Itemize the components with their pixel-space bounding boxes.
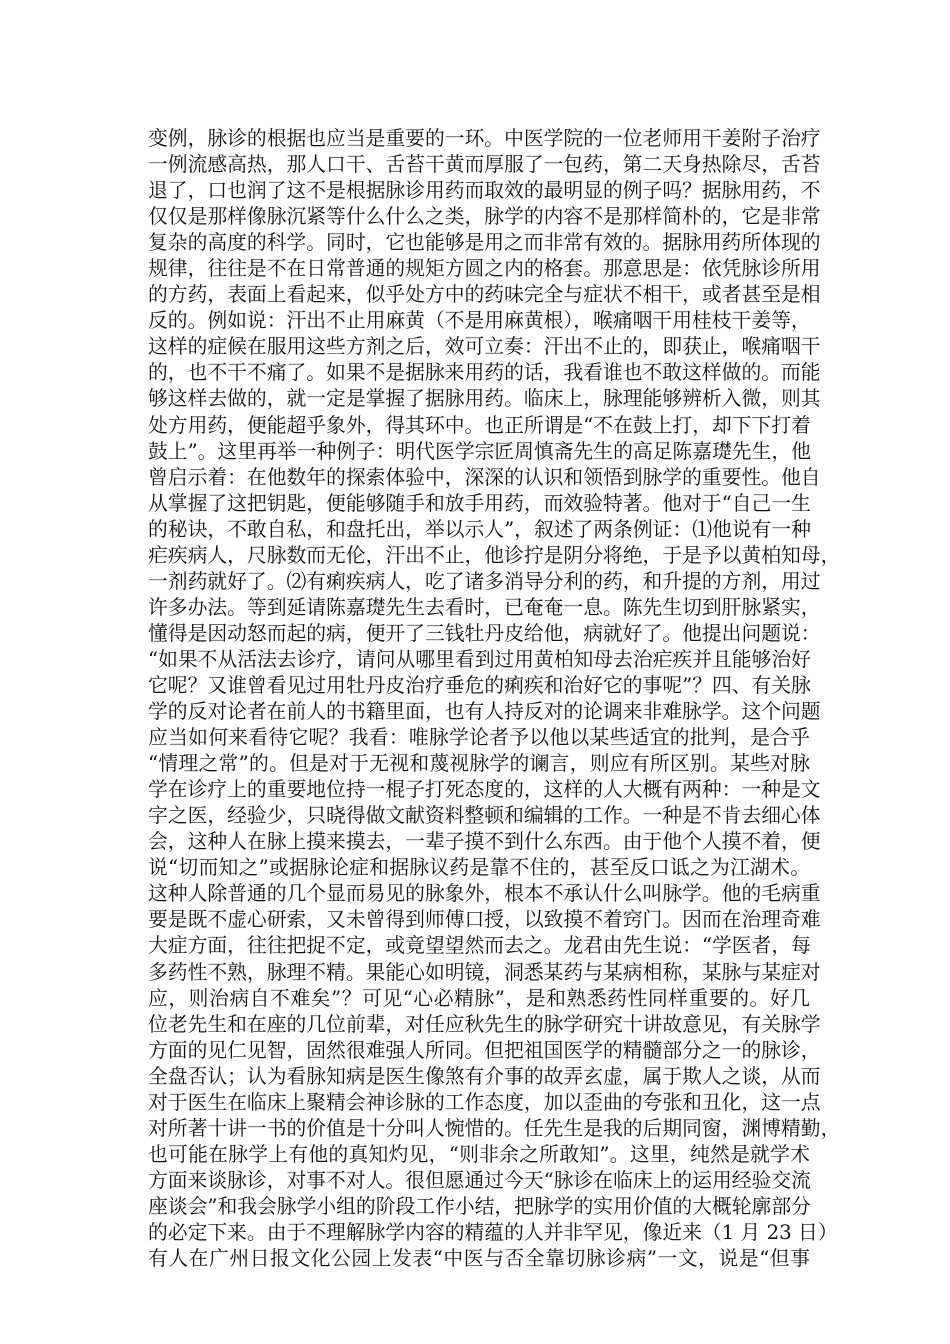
text-line: 反的。例如说：汗出不止用麻黄（不是用麻黄根），喉痛咽干用桂枝干姜等，: [148, 309, 811, 333]
text-line: 复杂的高度的科学。同时，它也能够是用之而非常有效的。据脉用药所体现的: [148, 231, 821, 255]
text-line: 鼓上”。这里再举一种例子：明代医学宗匠周慎斋先生的高足陈嘉璴先生，他: [148, 439, 811, 463]
text-line: “如果不从活法去诊疗，请问从哪里看到过用黄柏知母去治疟疾并且能够治好: [148, 647, 811, 671]
text-line: 够这样去做的，就一定是掌握了据脉用药。临床上，脉理能够辨析入微，则其: [148, 387, 821, 411]
text-line: 曾启示着：在他数年的探索体验中，深深的认识和领悟到脉学的重要性。他自: [148, 465, 821, 489]
text-line: 位老先生和在座的几位前辈，对任应秋先生的脉学研究十讲故意见，有关脉学: [148, 1012, 821, 1036]
text-line: 字之医，经验少，只晓得做文献资料整顿和编辑的工作。一种是不肯去细心体: [148, 804, 821, 828]
text-line: 对于医生在临床上聚精会神诊脉的工作态度，加以歪曲的夸张和丑化，这一点: [148, 1090, 821, 1114]
text-line: 一剂药就好了。⑵有痢疾病人，吃了诸多消导分利的药，和升提的方剂，用过: [148, 569, 821, 593]
text-line: 的方药，表面上看起来，似乎处方中的药味完全与症状不相干，或者甚至是相: [148, 283, 821, 307]
text-line: 仅仅是那样像脉沉紧等什么什么之类，脉学的内容不是那样简朴的，它是非常: [148, 205, 821, 229]
text-line: 退了，口也润了这不是根据脉诊用药而取效的最明显的例子吗？据脉用药，不: [148, 179, 821, 203]
text-line: 全盘否认；认为看脉知病是医生像煞有介事的故弄玄虚，属于欺人之谈，从而: [148, 1064, 821, 1088]
text-line: 疟疾病人，尺脉数而无伦，汗出不止，他诊拧是阴分将绝，于是予以黄柏知母，: [148, 543, 841, 567]
text-line: 处方用药，便能超乎象外，得其环中。也正所谓是“不在鼓上打，却下下打着: [148, 413, 811, 437]
text-line: 规律，往往是不在日常普通的规矩方圆之内的格套。那意思是：依凭脉诊所用: [148, 257, 821, 281]
text-line: 这种人除普通的几个显而易见的脉象外，根本不承认什么叫脉学。他的毛病重: [148, 882, 821, 906]
text-line: 说“切而知之”或据脉论症和据脉议药是靠不住的，甚至反口诋之为江湖术。: [148, 856, 810, 880]
text-line: 变例，脉诊的根据也应当是重要的一环。中医学院的一位老师用干姜附子治疗: [148, 127, 821, 150]
text-line: 学在诊疗上的重要地位持一棍子打死态度的，这样的人大概有两种：一种是文: [148, 778, 821, 802]
text-line: 的，也不干不痛了。如果不是据脉来用药的话，我看谁也不敢这样做的。而能: [148, 361, 821, 385]
text-line: 应当如何来看待它呢？我看：唯脉学论者予以他以某些适宜的批判，是合乎: [148, 726, 810, 750]
text-line: 一例流感高热，那人口干、舌苔干黄而厚服了一包药，第二天身热除尽，舌苔: [148, 153, 821, 177]
text-line: 从掌握了这把钥匙，便能够随手和放手用药，而效验特著。他对于“自己一生: [148, 491, 811, 515]
text-line: 也可能在脉学上有他的真知灼见，“则非余之所敢知”。这里，纯然是就学术: [148, 1142, 810, 1166]
text-line: 有人在广州日报文化公园上发表“中医与否全靠切脉诊病”一文，说是“但事: [148, 1247, 810, 1271]
text-line: 它呢？又谁曾看见过用牡丹皮治疗垂危的痢疾和治好它的事呢”？四、有关脉: [148, 673, 811, 697]
text-line: 应，则治病自不难矣”？可见“心必精脉”，是和熟悉药性同样重要的。好几: [148, 986, 810, 1010]
text-line: 要是既不虚心研索，又未曾得到师傅口授，以致摸不着窍门。因而在治理奇难: [148, 908, 821, 932]
text-line: 多药性不熟，脉理不精。果能心如明镜，洞悉某药与某病相称，某脉与某症对: [148, 960, 821, 984]
text-line: 大症方面，往往把捉不定，或竟望望然而去之。龙君由先生说：“学医者，每: [148, 934, 811, 958]
text-line: 会，这种人在脉上摸来摸去，一辈子摸不到什么东西。由于他个人摸不着，便: [148, 830, 821, 854]
text-line: 对所著十讲一书的价值是十分叫人惋惜的。任先生是我的后期同窗，渊博精勤，: [148, 1116, 841, 1140]
text-line: 的必定下来。由于不理解脉学内容的精蕴的人并非罕见，像近来（1 月 23 日）: [148, 1220, 838, 1244]
text-line: 方面来谈脉诊，对事不对人。很但愿通过今天“脉诊在临床上的运用经验交流: [148, 1168, 811, 1192]
text-line: 的秘诀，不敢自私，和盘托出，举以示人”，叙述了两条例证：⑴他说有一种: [148, 517, 811, 541]
text-line: “情理之常”的。但是对于无视和蔑视脉学的谰言，则应有所区别。某些对脉: [148, 752, 810, 776]
text-line: 许多办法。等到延请陈嘉璴先生去看时，已奄奄一息。陈先生切到肝脉紧实，: [148, 595, 821, 619]
body-text: [148, 126, 841, 1272]
text-line: 座谈会”和我会脉学小组的阶段工作小结，把脉学的实用价值的大概轮廓部分: [148, 1194, 811, 1218]
text-line: 方面的见仁见智，固然很难强人所同。但把祖国医学的精髓部分之一的脉诊，: [148, 1038, 821, 1062]
text-line: 学的反对论者在前人的书籍里面，也有人持反对的论调来非难脉学。这个问题: [148, 700, 821, 724]
text-line: 这样的症候在服用这些方剂之后，效可立奏：汗出不止的，即获止，喉痛咽干: [148, 335, 821, 359]
text-line: 懂得是因动怒而起的病，便开了三钱牡丹皮给他，病就好了。他提出问题说：: [148, 621, 821, 645]
